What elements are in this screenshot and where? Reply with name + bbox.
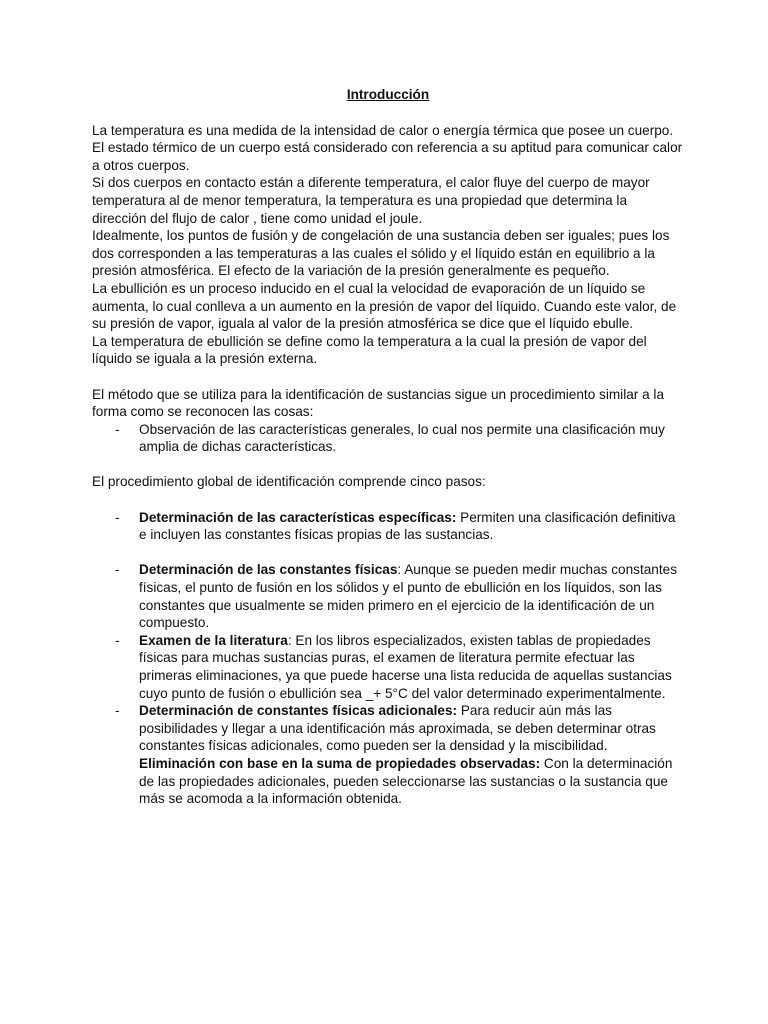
dash-bullet: - (115, 562, 120, 578)
method-item-text: Observación de las características generales, lo cual nos permite una clasificación muy amplia de dichas características. (139, 421, 665, 455)
steps-list-continued (92, 561, 684, 755)
intro-paragraph-fusion: Idealmente, los puntos de fusión y de congelación de una sustancia deben ser iguales; pues los dos corresponden a las temperaturas a las cuales el sólido y el líquido están en equilibrio a la presión atmosférica. El efecto de la variación de la presión generalmente es pequeño. (92, 228, 670, 279)
dash-bullet: - (115, 421, 120, 437)
method-paragraph: El método que se utiliza para la identificación de sustancias sigue un procedimiento similar a la forma como se reconocen las cosas: (92, 386, 665, 420)
step-elimination (92, 755, 684, 808)
intro-paragraph-boiling-temperature: La temperatura de ebullición se define como la temperatura a la cual la presión de vapor del líquido se iguala a la presión externa. (92, 333, 647, 367)
document-body (92, 86, 684, 808)
document-title: Introducción (346, 87, 430, 102)
list-item-step-constants (92, 561, 684, 631)
step-text: : En los libros especializados, existen tablas de propiedades físicas para muchas sustancias puras, el examen de literatura permite efectuar las primeras eliminaciones, ya que puede hacerse una lista reducida de aquellas sustancias cuyo punto de fusión o ebullición sea _+ 5°C del valor determinado experimentalmente. (139, 632, 672, 701)
spacer (92, 491, 684, 509)
step-heading: Determinación de las constantes físicas (139, 562, 398, 578)
step-heading: Eliminación con base en la suma de propiedades observadas: (139, 755, 541, 771)
spacer (92, 456, 684, 474)
spacer (92, 368, 684, 386)
step-heading: Determinación de las características específicas: (139, 509, 457, 525)
step-text: Para reducir aún más las posibilidades y llegar a una identificación más aproximada, se deben determinar otras constantes físicas adicionales, como pueden ser la densidad y la miscibilidad. (139, 703, 656, 754)
dash-bullet: - (115, 703, 120, 719)
method-list (92, 421, 684, 456)
intro-paragraph-heat-flow: Si dos cuerpos en contacto están a diferente temperatura, el calor fluye del cuerpo de mayor temperatura al de menor temperatura, la temperatura es una propiedad que determina la dirección del flujo de calor , tiene como unidad el joule. (92, 175, 650, 226)
step-text: Permiten una clasificación definitiva e incluyen las constantes físicas propias de las sustancias. (139, 509, 676, 543)
step-heading: Determinación de constantes físicas adicionales: (139, 703, 458, 719)
dash-bullet: - (115, 632, 120, 648)
step-text: Con la determinación de las propiedades adicionales, pueden seleccionarse las sustancias o la sustancia que más se acomoda a la información obtenida. (139, 755, 673, 807)
list-item (92, 421, 684, 456)
list-item-step-additional-constants (92, 702, 684, 755)
intro-paragraph-boiling: La ebullición es un proceso inducido en el cual la velocidad de evaporación de un líquido se aumenta, lo cual conlleva a un aumento en la presión de vapor del líquido. Cuando este valor, de su presión de vapor, iguala al valor de la presión atmosférica se dice que el líquido ebulle. (92, 280, 677, 332)
spacer (92, 544, 684, 562)
list-item-step-specific (92, 509, 684, 544)
procedure-paragraph: El procedimiento global de identificación comprende cinco pasos: (92, 474, 486, 490)
step-text: : Aunque se pueden medir muchas constantes físicas, el punto de fusión en los sólidos y el punto de ebullición en los líquidos, son las constantes que usualmente se miden primero en el ejercicio de la identificación de un compuesto. (139, 562, 677, 631)
steps-list (92, 509, 684, 544)
dash-bullet: - (115, 509, 120, 525)
step-heading: Examen de la literatura (139, 632, 288, 648)
intro-paragraph-temperature: La temperatura es una medida de la intensidad de calor o energía térmica que posee un cuerpo. El estado térmico de un cuerpo está considerado con referencia a su aptitud para comunicar calor a otros cuerpos. (92, 122, 683, 173)
list-item-step-literature (92, 632, 684, 702)
